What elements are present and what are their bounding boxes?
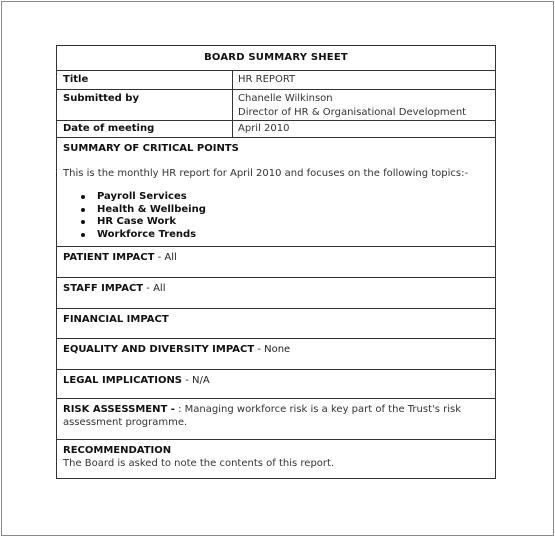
- legal-implications-label: LEGAL IMPLICATIONS: [63, 375, 183, 386]
- submitted-by-value: [233, 90, 495, 120]
- summary-label: SUMMARY OF CRITICAL POINTS: [63, 143, 239, 154]
- summary-text: This is the monthly HR report for April 2010 and focuses on the following topics:-: [63, 168, 469, 179]
- date-row: [57, 120, 495, 137]
- submitted-by-label: Submitted by: [57, 90, 233, 120]
- list-item: HR Case Work: [97, 216, 489, 229]
- financial-impact-section: [57, 308, 495, 338]
- board-summary-sheet: [56, 45, 496, 479]
- staff-impact-value: - All: [143, 283, 166, 294]
- submitter-name: Chanelle Wilkinson: [238, 93, 333, 104]
- patient-impact-section: [57, 246, 495, 277]
- recommendation-label: RECOMMENDATION: [63, 445, 172, 456]
- list-item: Payroll Services: [97, 191, 489, 204]
- list-item: Workforce Trends: [97, 229, 489, 242]
- recommendation-section: [57, 439, 495, 478]
- staff-impact-label: STAFF IMPACT: [63, 283, 144, 294]
- submitted-by-row: [57, 89, 495, 120]
- staff-impact-section: [57, 277, 495, 308]
- risk-assessment-section: [57, 398, 495, 439]
- patient-impact-value: - All: [154, 252, 177, 263]
- topic-list: [63, 191, 489, 241]
- title-label: Title: [57, 71, 233, 89]
- equality-impact-value: - None: [254, 344, 291, 355]
- equality-impact-section: [57, 338, 495, 369]
- legal-implications-section: [57, 369, 495, 398]
- title-row: [57, 70, 495, 89]
- equality-impact-label: EQUALITY AND DIVERSITY IMPACT: [63, 344, 255, 355]
- date-label: Date of meeting: [57, 121, 233, 137]
- sheet-heading: BOARD SUMMARY SHEET: [204, 52, 348, 63]
- risk-assessment-text: : Managing workforce risk is a key part of the Trust's risk assessment programme.: [63, 404, 462, 428]
- recommendation-text: The Board is asked to note the contents of this report.: [63, 457, 335, 469]
- submitter-role: Director of HR & Organisational Development: [238, 107, 467, 118]
- date-value: April 2010: [238, 123, 290, 134]
- risk-assessment-label: RISK ASSESSMENT -: [63, 404, 175, 415]
- title-value: HR REPORT: [238, 74, 296, 85]
- legal-implications-value: - N/A: [182, 375, 210, 386]
- list-item: Health & Wellbeing: [97, 204, 489, 217]
- financial-impact-label: FINANCIAL IMPACT: [63, 314, 169, 325]
- patient-impact-label: PATIENT IMPACT: [63, 252, 155, 263]
- summary-section: [57, 137, 495, 246]
